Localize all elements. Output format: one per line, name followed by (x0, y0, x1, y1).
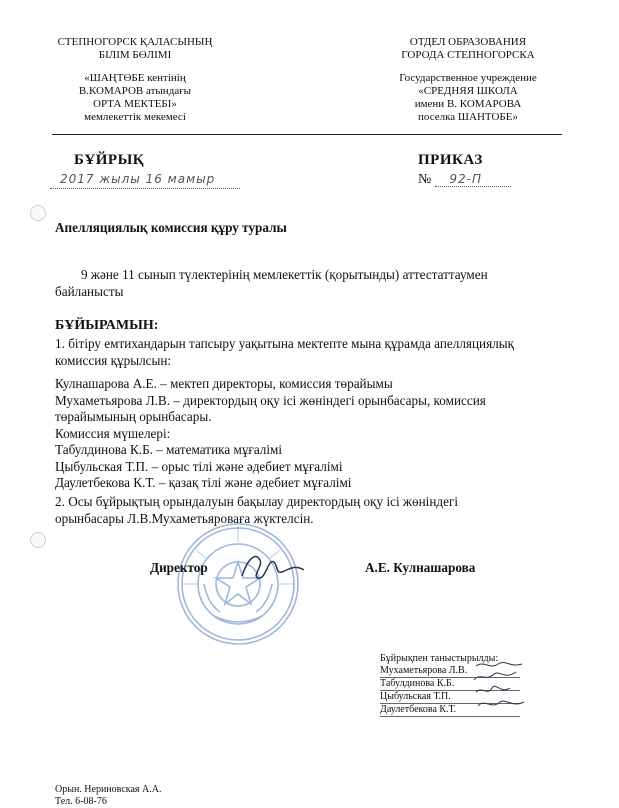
item-1-line-1: 1. бітіру емтихандарын тапсыру уақытына мектепте мына құрамда апелляциялық (55, 336, 515, 351)
preamble-line-2: байланысты (55, 283, 124, 299)
order-number-field (418, 170, 518, 188)
header-left-line-1: СТЕПНОГОРСК ҚАЛАСЫНЫҢ (57, 36, 213, 48)
signature-name: А.Е. Кулнашарова (365, 560, 476, 575)
order-subject: Апелляциялық комиссия құру туралы (55, 220, 287, 235)
member-line-7: Даулетбекова К.Т. – қазақ тілі және әдебиет мұғалімі (55, 475, 352, 490)
item-1-line-2: комиссия құрылсын: (55, 352, 172, 368)
header-right-school-4: поселка ШАНТОБЕ» (418, 111, 518, 123)
acknowledgement-signatures-icon (470, 660, 530, 716)
ack-name-4: Даулетбекова К.Т. (380, 704, 457, 715)
header-right-school-3: имени В. КОМАРОВА (414, 98, 522, 110)
header-right-line-2: ГОРОДА СТЕПНОГОРСКА (401, 49, 535, 61)
preamble (55, 267, 488, 300)
header-left-line-2: БІЛІМ БӨЛІМІ (98, 49, 172, 61)
order-date: 2017 жылы 16 мамыр (60, 172, 216, 186)
member-line-4: Комиссия мүшелері: (55, 425, 171, 441)
header-right-line-1: ОТДЕЛ ОБРАЗОВАНИЯ (409, 36, 527, 48)
header-left-school-4: мемлекеттік мекемесі (84, 111, 186, 123)
item-1 (55, 336, 514, 369)
member-line-5: Табулдинова К.Б. – математика мұғалімі (55, 442, 283, 457)
acknowledgement-heading: Бұйрықпен таныстырылды: (380, 653, 499, 664)
header-left-school-2: В.КОМАРОВ атындағы (78, 85, 192, 97)
member-line-1: Кулнашарова А.Е. – мектеп директоры, комиссия төрайымы (55, 376, 393, 391)
punch-hole-top (30, 205, 46, 221)
header-left (40, 36, 230, 124)
header-right (368, 36, 568, 124)
item-2-line-1: 2. Осы бұйрықтың орындалуын бақылау директордың оқу ісі жөніндегі (55, 494, 459, 509)
punch-hole-bottom (30, 532, 46, 548)
footer (55, 784, 161, 808)
preamble-line-1: 9 және 11 сынып түлектерінің мемлекеттік (қорытынды) аттестаттаумен (81, 267, 488, 282)
signature-role: Директор (150, 560, 208, 575)
item-2-line-2: орынбасары Л.В.Мухаметьяроваға жүктелсін. (55, 510, 314, 526)
ack-name-3: Цыбульская Т.П. (380, 691, 451, 702)
order-date-field (50, 170, 240, 189)
footer-phone: Тел. 6-08-76 (55, 796, 107, 807)
ack-name-1: Мухаметьярова Л.В. (380, 665, 468, 676)
stamp-seal-icon (174, 520, 302, 648)
order-title-ru: ПРИКАЗ (418, 152, 483, 168)
footer-executor: Орын. Нериновская А.А. (55, 784, 162, 795)
header-divider (52, 134, 562, 135)
command-heading: БҰЙЫРАМЫН: (55, 318, 159, 333)
director-signature-icon (238, 548, 308, 584)
header-left-school-3: ОРТА МЕКТЕБІ» (93, 98, 177, 110)
order-number: 92-П (435, 172, 511, 187)
member-line-2: Мухаметьярова Л.В. – директордың оқу ісі жөніндегі орынбасары, комиссия (55, 392, 486, 408)
order-title-kz: БҰЙРЫҚ (74, 152, 145, 168)
member-line-3: төрайымының орынбасары. (55, 409, 212, 424)
member-line-6: Цыбульская Т.П. – орыс тілі және әдебиет мұғалімі (55, 458, 343, 474)
header-right-school-1: Государственное учреждение (399, 72, 537, 84)
header-left-school-1: «ШАҢТӨБЕ кентінің (84, 72, 186, 84)
commission-members (55, 376, 486, 492)
header-right-school-2: «СРЕДНЯЯ ШКОЛА (418, 85, 518, 97)
order-number-prefix: № (418, 172, 432, 187)
ack-name-2: Табулдинова К.Б. (380, 678, 455, 689)
